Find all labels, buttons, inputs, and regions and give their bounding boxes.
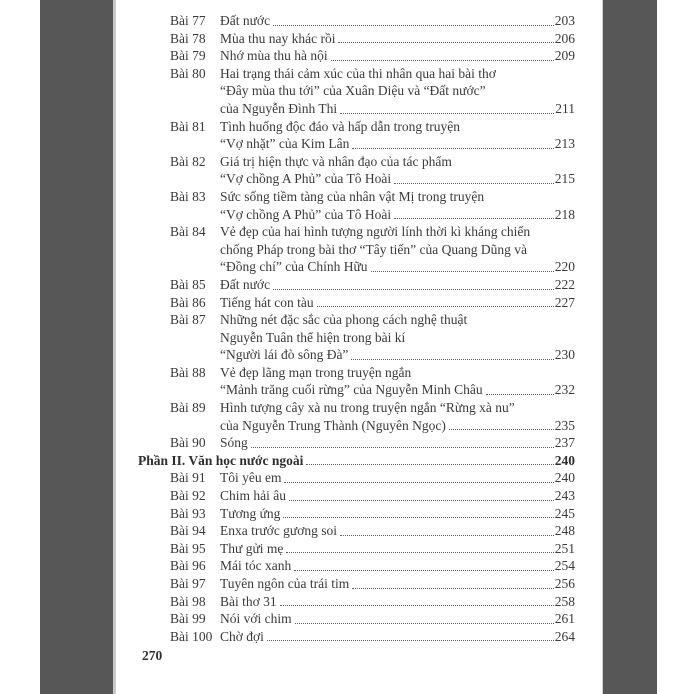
page-number: 203	[554, 13, 575, 28]
dot-leader	[283, 517, 553, 518]
dot-leader	[331, 60, 554, 61]
entry-title-line: “Mảnh trăng cuối rừng” của Nguyễn Minh Châu	[220, 382, 483, 398]
lesson-number: Bài 77	[170, 13, 206, 28]
entry-title-line: Enxa trước gương soi	[220, 523, 338, 539]
lesson-number: Bài 100	[170, 628, 213, 644]
dot-leader	[286, 552, 553, 553]
entry-title-line: Mái tóc xanh	[220, 558, 292, 574]
lesson-number: Bài 88	[170, 364, 206, 380]
entry-title-line: Thư gửi mẹ	[220, 540, 284, 556]
dot-leader	[394, 218, 554, 219]
lesson-number: Bài 97	[170, 576, 206, 591]
entry-title-line: Những nét đặc sắc của phong cách nghệ thuật	[220, 312, 468, 328]
page-number: 206	[554, 30, 575, 46]
left-dark-band	[40, 0, 116, 694]
dot-leader	[394, 183, 554, 184]
page-number: 230	[554, 347, 575, 363]
dot-leader	[267, 640, 554, 641]
dot-leader	[371, 271, 554, 272]
page-number: 213	[554, 136, 575, 152]
page-number: 235	[554, 417, 575, 433]
toc-entry	[170, 557, 575, 575]
dot-leader	[317, 306, 554, 307]
page-number: 215	[554, 171, 575, 187]
toc-entry	[170, 505, 575, 523]
lesson-number: Bài 89	[170, 400, 206, 416]
dot-leader	[340, 113, 554, 114]
toc-entry	[170, 118, 575, 153]
dot-leader	[289, 500, 554, 501]
entry-title-line: “Vợ nhặt” của Kim Lân	[220, 136, 350, 152]
entry-title-line: Chim hải âu	[220, 488, 286, 504]
entry-title-line: Giá trị hiện thực và nhân đạo của tác phẩm	[220, 153, 452, 169]
entry-title-line: “Vợ chồng A Phủ” của Tô Hoài	[220, 206, 392, 222]
toc-entry	[170, 188, 575, 223]
lesson-number: Bài 95	[170, 540, 206, 556]
dot-leader	[449, 429, 554, 430]
page-number: 237	[554, 435, 575, 451]
page-number: 240	[554, 470, 575, 486]
lesson-number: Bài 99	[170, 611, 206, 627]
page-number: 251	[554, 540, 575, 556]
page-number: 245	[554, 505, 575, 521]
toc-entry	[170, 276, 575, 294]
toc-entry	[170, 294, 575, 312]
entry-title-line: của Nguyễn Trung Thành (Nguyên Ngọc)	[220, 417, 446, 433]
dot-leader	[284, 482, 553, 483]
page-folio: 270	[142, 648, 163, 663]
dot-leader	[273, 289, 554, 290]
page-number: 232	[554, 382, 575, 398]
entry-title-line: Nguyễn Tuân thể hiện trong bài kí	[220, 329, 406, 345]
dot-leader	[306, 464, 553, 465]
dot-leader	[251, 447, 554, 448]
page-number: 261	[554, 611, 575, 627]
entry-title-line: Vẻ đẹp lãng mạn trong truyện ngắn	[220, 364, 412, 380]
toc-entry	[170, 12, 575, 30]
dot-leader	[294, 570, 554, 571]
page-number: 211	[555, 100, 575, 116]
entry-title-line: Sức sống tiềm tàng của nhân vật Mị trong truyện	[220, 188, 485, 204]
entry-title-line: Sóng	[220, 435, 248, 451]
entry-title-line: Hình tượng cây xà nu trong truyện ngắn “Rừng xà nu”	[220, 400, 515, 416]
toc-entry	[170, 628, 575, 646]
entry-title-line: Tuyên ngôn của trái tim	[220, 576, 350, 591]
lesson-number: Bài 78	[170, 30, 206, 46]
toc-entry	[170, 487, 575, 505]
page-number: 254	[554, 558, 575, 574]
section-title: Phần II. Văn học nước ngoài	[138, 452, 304, 468]
entry-title-line: chống Pháp trong bài thơ “Tây tiến” của Quang Dũng và	[220, 241, 528, 257]
dot-leader	[340, 535, 554, 536]
entry-title-line: Chờ đợi	[220, 628, 264, 644]
toc-entry	[170, 522, 575, 540]
entry-title-line: “Đây mùa thu tới” của Xuân Diệu và “Đất nước”	[220, 83, 486, 99]
entry-title-line: “Người lái đò sông Đà”	[220, 347, 349, 363]
right-dark-band	[602, 0, 657, 694]
page-number: 227	[554, 294, 575, 310]
page-number: 218	[554, 206, 575, 222]
lesson-number: Bài 85	[170, 276, 206, 292]
toc-section-heading	[138, 452, 575, 470]
entry-title-line: Tương ứng	[220, 505, 281, 521]
entry-title-line: Nói với chim	[220, 611, 292, 627]
lesson-number: Bài 96	[170, 558, 206, 574]
entry-title-line: “Đồng chí” của Chính Hữu	[220, 259, 368, 275]
lesson-number: Bài 81	[170, 118, 206, 134]
toc-entry	[170, 575, 575, 593]
dot-leader	[338, 42, 553, 43]
entry-title-line: Hai trạng thái cảm xúc của thi nhân qua hai bài thơ	[220, 65, 496, 81]
page-number: 222	[554, 276, 575, 292]
toc-entry	[170, 593, 575, 611]
entry-title-line: Vẻ đẹp của hai hình tượng người lính thời kì kháng chiến	[220, 224, 531, 240]
lesson-number: Bài 94	[170, 523, 206, 539]
toc-entry	[170, 364, 575, 399]
entry-title-line: của Nguyễn Đình Thi	[220, 100, 338, 116]
page-number: 258	[554, 593, 575, 609]
toc-entry	[170, 540, 575, 558]
dot-leader	[280, 605, 554, 606]
dot-leader	[352, 148, 553, 149]
lesson-number: Bài 79	[170, 48, 206, 64]
lesson-number: Bài 80	[170, 65, 206, 81]
toc-entry	[170, 153, 575, 188]
entry-title-line: Đất nước	[220, 13, 271, 28]
lesson-number: Bài 93	[170, 505, 206, 521]
dot-leader	[351, 359, 553, 360]
page-number: 256	[554, 576, 575, 591]
toc-entry	[170, 469, 575, 487]
toc-entry	[170, 223, 575, 276]
dot-leader	[486, 394, 554, 395]
entry-title-line: Nhớ mùa thu hà nội	[220, 48, 328, 64]
page-number: 240	[554, 452, 575, 468]
page-number: 220	[554, 259, 575, 275]
lesson-number: Bài 90	[170, 435, 206, 451]
entry-title-line: Mùa thu nay khác rồi	[220, 30, 336, 46]
toc-entry	[170, 399, 575, 434]
entry-title-line: Tình huống độc đáo và hấp dẫn trong truyện	[220, 118, 460, 134]
page-number: 209	[554, 48, 575, 64]
toc-entry	[170, 47, 575, 65]
dot-leader	[352, 588, 554, 589]
lesson-number: Bài 86	[170, 294, 206, 310]
entry-title-line: Đất nước	[220, 276, 271, 292]
entry-title-line: Tôi yêu em	[220, 470, 282, 486]
lesson-number: Bài 83	[170, 188, 206, 204]
page-number: 243	[554, 488, 575, 504]
page-number: 248	[554, 523, 575, 539]
lesson-number: Bài 91	[170, 470, 206, 486]
entry-title-line: “Vợ chồng A Phủ” của Tô Hoài	[220, 171, 392, 187]
dot-leader	[295, 623, 554, 624]
table-of-contents	[138, 12, 575, 645]
toc-entry	[170, 65, 575, 118]
lesson-number: Bài 82	[170, 153, 206, 169]
dot-leader	[273, 25, 554, 26]
book-page	[116, 0, 602, 694]
toc-entry	[170, 311, 575, 364]
lesson-number: Bài 98	[170, 593, 206, 609]
entry-title-line: Bài thơ 31	[220, 593, 277, 609]
lesson-number: Bài 92	[170, 488, 206, 504]
entry-title-line: Tiếng hát con tàu	[220, 294, 314, 310]
toc-entry	[170, 30, 575, 48]
toc-entry	[170, 434, 575, 452]
page-number: 264	[554, 628, 575, 644]
toc-entry	[170, 610, 575, 628]
lesson-number: Bài 87	[170, 312, 206, 328]
lesson-number: Bài 84	[170, 224, 206, 240]
